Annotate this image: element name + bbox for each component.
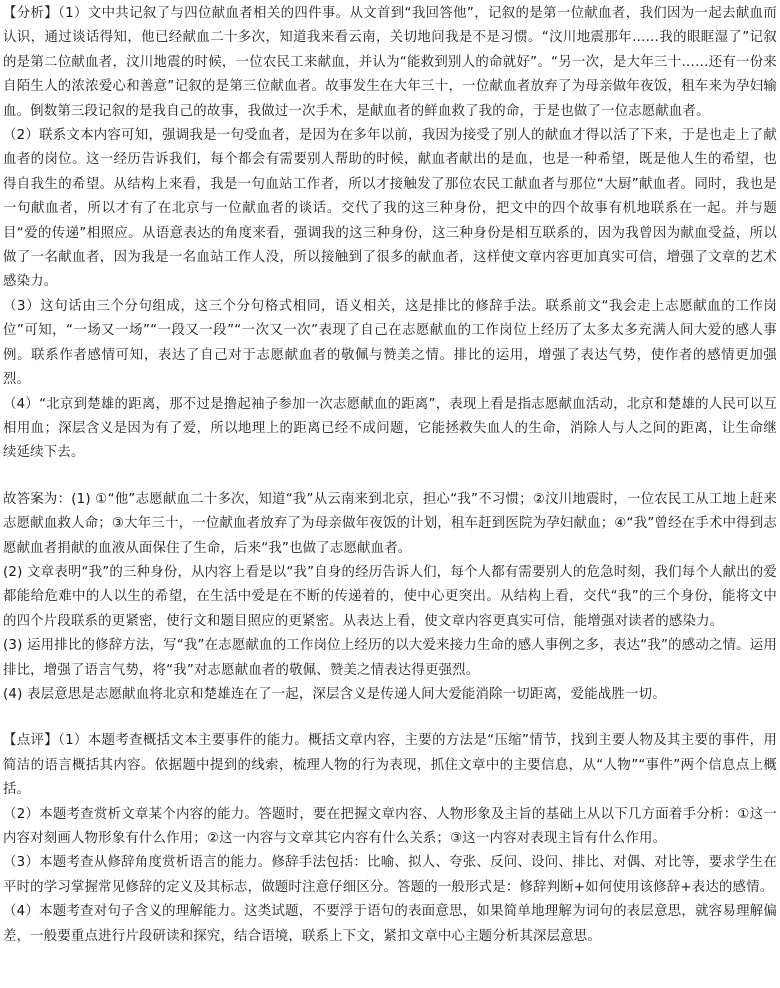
answer-section <box>3 488 777 708</box>
answer-paragraph-2: (2) 文章表明“我”的三种身份，从内容上看是以“我”自身的经历告诉人们，每个人都有需要别人的危急时刻，我们每个人献出的爱都能给危难中的人以生的希望，在生活中爱是在不断的传递着的，使中心更突出。从结构上看，交代“我”的三个身份，能将文中的四个片段联系的更紧密，使行文和题目照应的更紧密。从表达上看，使文章内容更真实可信，能增强对读者的感染力。 <box>3 564 777 629</box>
answer-paragraph-4: (4) 表层意思是志愿献血将北京和楚雄连在了一起，深层含义是传递人间大爱能消除一切距离，爱能战胜一切。 <box>3 686 666 702</box>
comment-paragraph-2: （2）本题考查赏析文章某个内容的能力。答题时，要在把握文章内容、人物形象及主旨的基础上从以下几方面着手分析：①这一内容对刻画人物形象有什么作用；②这一内容与文章其它内容有什么关系；③这一内容对表现主旨有什么作用。 <box>3 806 777 846</box>
comment-paragraph-3: （3）本题考查从修辞角度赏析语言的能力。修辞手法包括：比喻、拟人、夸张、反问、设问、排比、对偶、对比等，要求学生在平时的学习掌握常见修辞的定义及其标志，做题时注意仔细区分。答题的一般形式是：修辞判断+如何使用该修辞+表达的感情。 <box>3 855 777 895</box>
comment-paragraph-1: 【点评】（1）本题考查概括文本主要事件的能力。概括文章内容，主要的方法是“压缩”情节，找到主要人物及其主要的事件，用简洁的语言概括其内容。依据题中提到的线索，梳理人物的行为表现，抓住文章中的主要信息，从“人物”“事件”两个信息点上概括。 <box>3 733 777 798</box>
section-spacer <box>3 707 777 729</box>
analysis-section <box>3 2 777 466</box>
answer-paragraph-1: 故答案为：(1) ①“他”志愿献血二十多次，知道“我”从云南来到北京，担心“我”不习惯；②汶川地震时，一位农民工从工地上赶来志愿献血救人命；③大年三十，一位献血者放弃了为母亲做年夜饭的计划，租车赶到医院为孕妇献血；④“我”曾经在手术中得到志愿献血者捐献的血液从面保住了生命，后来“我”也做了志愿献血者。 <box>3 491 777 556</box>
section-spacer <box>3 466 777 488</box>
analysis-paragraph-1: 【分析】（1）文中共记叙了与四位献血者相关的四件事。从文首到“我回答他”，记叙的是第一位献血者，我们因为一起去献血而认识，通过谈话得知，他已经献血二十多次，知道我来看云南，关切地问我是不是习惯。“汶川地震那年……我的眼眶湿了”记叙的是第二位献血者，汶川地震的时候，一位农民工来献血，并认为“能救到别人的命就好”。“另一次，是大年三十……还有一份来自陌生人的浓浓爱心和善意”记叙的是第三位献血者。故事发生在大年三十，一位献血者放弃了为母亲做年夜饭，租车来为孕妇输血。倒数第三段记叙的是我自己的故事，我做过一次手术，是献血者的鲜血救了我的命，于是也做了一位志愿献血者。 <box>3 6 777 119</box>
analysis-paragraph-3: （3）这句话由三个分句组成，这三个分句格式相同，语义相关，这是排比的修辞手法。联系前文“我会走上志愿献血的工作岗位”可知，“一场又一场”“一段又一段”“一次又一次”表现了自己在志愿献血的工作岗位上经历了太多太多充满人间大爱的感人事例。联系作者感情可知，表达了自己对于志愿献血者的敬佩与赞美之情。排比的运用，增强了表达气势，使作者的感情更加强烈。 <box>3 298 777 388</box>
analysis-paragraph-4: （4）“北京到楚雄的距离，那不过是撸起袖子参加一次志愿献血的距离”，表现上看是指志愿献血活动，北京和楚雄的人民可以互相用血；深层含义是因为有了爱，所以地理上的距离已经不成问题，它能拯救失血人的生命，消除人与人之间的距离，让生命继续延续下去。 <box>3 396 777 461</box>
comment-paragraph-4: （4）本题考查对句子含义的理解能力。这类试题，不要浮于语句的表面意思，如果简单地理解为词句的表层意思，就容易理解偏差，一般要重点进行片段研读和探究，结合语境，联系上下文，紧扣文章中心主题分析其深层意思。 <box>3 904 777 944</box>
comment-section <box>3 729 777 949</box>
answer-paragraph-3: (3) 运用排比的修辞方法，写“我”在志愿献血的工作岗位上经历的以大爱来接力生命的感人事例之多，表达“我”的感动之情。运用排比，增强了语言气势，将“我”对志愿献血者的敬佩、赞美之情表达得更强烈。 <box>3 638 777 678</box>
analysis-paragraph-2: （2）联系文本内容可知，强调我是一句受血者，是因为在多年以前，我因为接受了别人的献血才得以活了下来，于是也走上了献血者的岗位。这一经历告诉我们，每个都会有需要别人帮助的时候，献血者献出的是血，也是一种希望，既是他人生的希望，也得自我生的希望。从结构上来看，我是一句血站工作者，所以才接触发了那位农民工献血者与那位“大厨”献血者。同时，我也是一句献血者，所以才有了在北京与一位献血者的谈话。交代了我的这三种身份，把文中的四个故事有机地联系在一起。并与题目“爱的传递”相照应。从语意表达的角度来看，强调我的这三种身份，这三种身份是相互联系的，因为我曾因为献血受益，所以做了一名献血者，因为我是一名血站工作人没，所以接触到了很多的献血者，这样使文章内容更加真实可信，增强了文章的艺术感染力。 <box>3 128 777 290</box>
